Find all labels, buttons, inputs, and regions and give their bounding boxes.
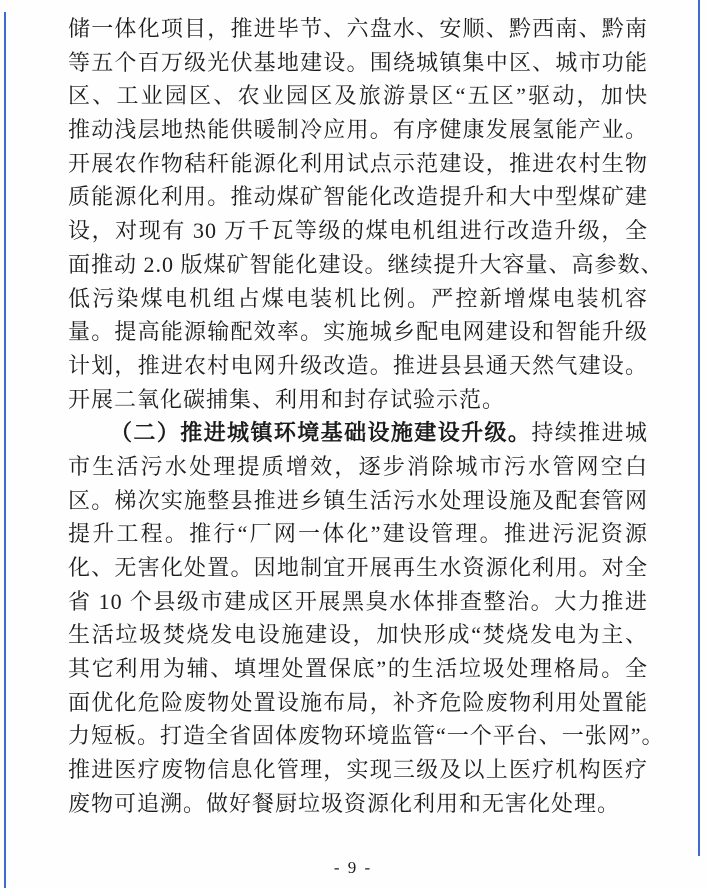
text-line: 生活垃圾焚烧发电设施建设，加快形成“焚烧发电为主、 xyxy=(68,622,648,648)
text-line: 量。提高能源输配效率。实施城乡配电网建设和智能升级 xyxy=(68,319,648,345)
page-number: - 9 - xyxy=(333,858,373,877)
text-line: 计划，推进农村电网升级改造。推进县县通天然气建设。 xyxy=(68,352,648,378)
text-line: 质能源化利用。推动煤矿智能化改造提升和大中型煤矿建 xyxy=(68,184,648,210)
text-line: 低污染煤电机组占煤电装机比例。严控新增煤电装机容 xyxy=(68,285,648,311)
text-line: 省 10 个县级市建成区开展黑臭水体排查整治。大力推进 xyxy=(68,588,648,614)
text-line: 区。梯次实施整县推进乡镇生活污水处理设施及配套管网 xyxy=(68,487,648,513)
text-line: 市生活污水处理提质增效，逐步消除城市污水管网空白 xyxy=(68,453,648,479)
text-line: 化、无害化处置。因地制宜开展再生水资源化利用。对全 xyxy=(68,555,648,580)
text-line: 其它利用为辅、填埋处置保底”的生活垃圾处理格局。全 xyxy=(68,656,648,682)
text-column xyxy=(68,12,665,821)
text-line: 开展农作物秸秆能源化利用试点示范建设，推进农村生物 xyxy=(68,150,648,176)
text-line: （二）推进城镇环境基础设施建设升级。持续推进城 xyxy=(110,420,648,446)
text-line: 推进医疗废物信息化管理，实现三级及以上医疗机构医疗 xyxy=(68,757,648,783)
left-page-edge-line xyxy=(4,12,6,888)
text-line: 面优化危险废物处置设施布局，补齐危险废物利用处置能 xyxy=(68,689,648,715)
text-line: 区、工业园区、农业园区及旅游景区“五区”驱动，加快 xyxy=(68,83,648,109)
text-line: 废物可追溯。做好餐厨垃圾资源化利用和无害化处理。 xyxy=(68,790,621,816)
text-line: 储一体化项目，推进毕节、六盘水、安顺、黔西南、黔南 xyxy=(68,16,648,41)
text-line: 力短板。打造全省固体废物环境监管“一个平台、一张网”。 xyxy=(68,723,665,749)
right-page-edge-line xyxy=(698,0,700,856)
text-line: 提升工程。推行“厂网一体化”建设管理。推进污泥资源 xyxy=(68,521,648,547)
text-line: 面推动 2.0 版煤矿智能化建设。继续提升大容量、高参数、 xyxy=(68,251,664,277)
text-line: 设，对现有 30 万千瓦等级的煤电机组进行改造升级，全 xyxy=(68,218,648,244)
section-heading-bold: （二）推进城镇环境基础设施建设升级。 xyxy=(110,420,532,446)
text-line: 开展二氧化碳捕集、利用和封存试验示范。 xyxy=(68,386,506,412)
text-line: 推动浅层地热能供暖制冷应用。有序健康发展氢能产业。 xyxy=(68,117,648,143)
text-line: 等五个百万级光伏基地建设。围绕城镇集中区、城市功能 xyxy=(68,49,648,75)
